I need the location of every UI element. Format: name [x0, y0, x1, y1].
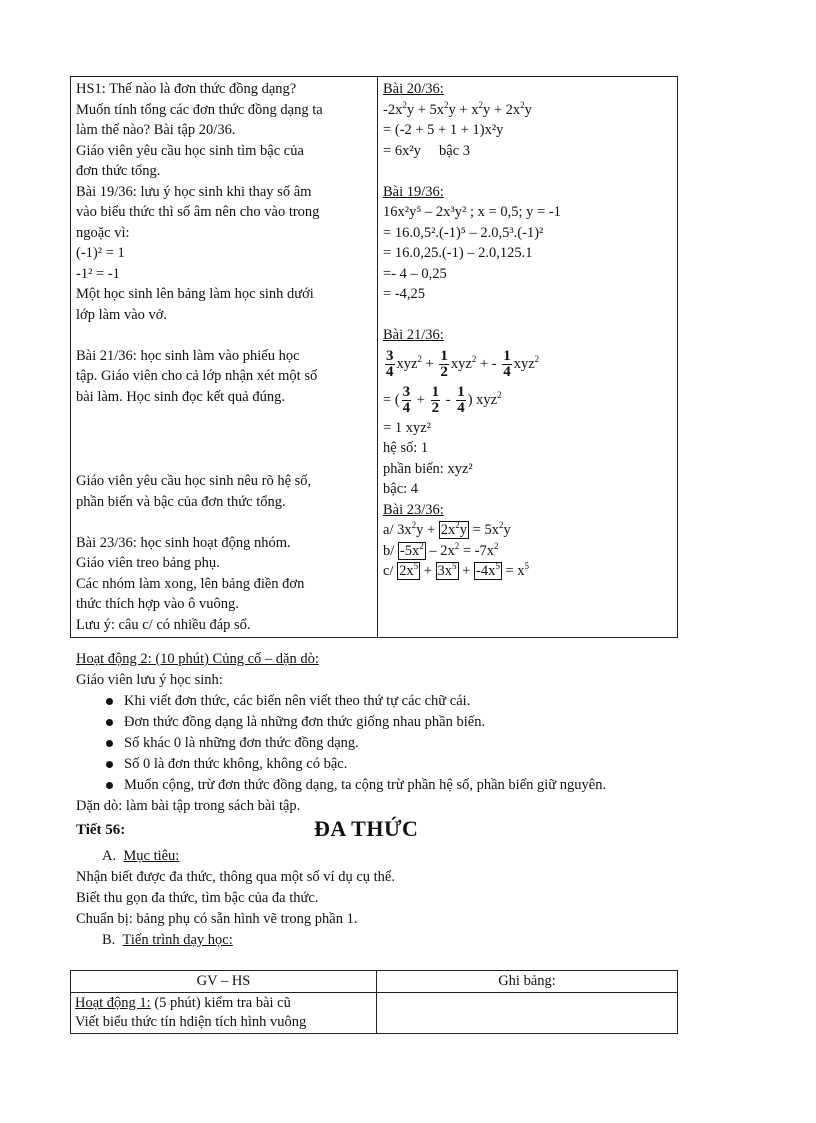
text-line: Bài 19/36: lưu ý học sinh khi thay số âm	[76, 183, 312, 200]
header-gv-hs: GV – HS	[71, 971, 377, 993]
list-item: Số 0 là đơn thức không, không có bậc.	[76, 754, 736, 775]
notes-list	[76, 691, 736, 796]
text-line: Lưu ý: câu c/ có nhiều đáp số.	[76, 616, 251, 633]
list-item: Muốn cộng, trừ đơn thức đồng dạng, ta cộng trừ phần hệ số, phần biến giữ nguyên.	[76, 775, 736, 796]
b21-title: Bài 21/36:	[383, 327, 444, 343]
text-line: Giáo viên yêu cầu học sinh tìm bậc của	[76, 142, 304, 159]
text-line: Biết thu gọn đa thức, tìm bậc của đa thức.	[76, 890, 319, 906]
text-line: Bài 21/36: học sinh làm vào phiếu học	[76, 347, 300, 364]
b23-a: a/ $3x^2y + 2x^2y = 5x^2y$	[383, 520, 511, 538]
left-column	[71, 77, 378, 638]
text-line: đơn thức tổng.	[76, 163, 161, 179]
b19-title: Bài 19/36:	[383, 183, 444, 200]
text-line: HS1: Thế nào là đơn thức đồng dạng?	[76, 81, 297, 97]
b19-line3: = 16.0,25.(-1) – 2.0,125.1	[383, 245, 533, 261]
text-line: tập. Giáo viên cho cả lớp nhận xét một số	[76, 368, 318, 384]
text-line: Nhận biết được đa thức, thông qua một số ví dụ cụ thể.	[76, 869, 395, 885]
b23-b: b/ $-5x^2 - 2x^2 = -7x^2$	[383, 540, 499, 559]
b21-heso: hệ số: 1	[383, 440, 429, 456]
text-line: vào biểu thức thì số âm nên cho vào trong	[76, 204, 320, 220]
b20-line1: $-2x^2y + 5x^2y + x^2y + 2x^2y$	[383, 99, 532, 118]
b21-result: = 1 xyz²	[383, 419, 431, 436]
b21-line2: = ( $\frac{3}{4}$ + $\frac{1}{2}$ - $\frac{1}{4}$ ) xyz$^2$	[383, 383, 502, 416]
text-line: Bài 23/36: học sinh hoạt động nhóm.	[76, 534, 291, 551]
lesson-title: ĐA THỨC	[314, 816, 419, 841]
text-line: làm thế nào? Bài tập 20/36.	[76, 122, 236, 138]
text-line: phần biến và bậc của đơn thức tổng.	[76, 493, 286, 510]
text-line: Các nhóm làm xong, lên bảng điền đơn	[76, 575, 305, 592]
activity-1-line2: Viết biểu thức tín hdiện tích hình vuông	[75, 1014, 307, 1030]
text-line: Một học sinh lên bảng làm học sinh dưới	[76, 286, 314, 302]
objectives	[76, 846, 736, 951]
activity-2-intro: Giáo viên lưu ý học sinh:	[76, 672, 223, 688]
empty-cell	[377, 993, 678, 1034]
lesson-table	[70, 76, 678, 638]
right-column	[378, 77, 678, 638]
list-item: Số khác 0 là những đơn thức đồng dạng.	[76, 733, 736, 754]
text-line: Chuẩn bị: bảng phụ có sẵn hình vẽ trong phần 1.	[76, 911, 358, 927]
b21-bac: bậc: 4	[383, 481, 419, 497]
b23-title: Bài 23/36:	[383, 501, 444, 518]
lesson-header	[76, 818, 676, 846]
text-line: Muốn tính tổng các đơn thức đồng dạng ta	[76, 101, 323, 118]
text-line: Giáo viên yêu cầu học sinh nêu rõ hệ số,	[76, 473, 312, 489]
b23-c: c/ $2x^5 + 3x^5 + -4x^5 = x^5$	[383, 561, 530, 579]
text-line: ngoặc vì:	[76, 224, 130, 241]
activity-2-title: Hoạt động 2: (10 phút) Củng cố – dặn dò:	[76, 651, 319, 667]
section-b-heading: B. Tiến trình dạy học:	[102, 932, 233, 948]
text-line: thức thích hợp vào ô vuông.	[76, 596, 239, 612]
text-line: -1² = -1	[76, 265, 120, 282]
activity-2	[76, 649, 736, 817]
list-item: Đơn thức đồng dạng là những đơn thức giống nhau phần biến.	[76, 712, 736, 733]
activity-1-cell	[71, 993, 377, 1034]
b19-line5: = -4,25	[383, 286, 426, 302]
b20-line3: = 6x²y bậc 3	[383, 142, 471, 159]
homework-note: Dặn dò: làm bài tập trong sách bài tập.	[76, 798, 301, 814]
text-line: Giáo viên treo bảng phụ.	[76, 555, 220, 571]
b21-phanbien: phần biến: xyz²	[383, 460, 473, 477]
header-ghi-bang: Ghi bảng:	[377, 971, 678, 993]
b20-line2: = (-2 + 5 + 1 + 1)x²y	[383, 122, 504, 138]
b19-line2: = 16.0,5².(-1)⁵ – 2.0,5³.(-1)²	[383, 224, 544, 241]
process-table	[70, 970, 678, 1034]
activity-1-title: Hoạt động 1: (5 phút) kiểm tra bài cũ	[75, 995, 291, 1011]
lesson-number: Tiết 56:	[76, 822, 126, 838]
b19-line4: =- 4 – 0,25	[383, 265, 447, 282]
b19-line1: 16x²y⁵ – 2x³y² ; x = 0,5; y = -1	[383, 204, 561, 220]
section-a-heading: A. Mục tiêu:	[102, 848, 180, 864]
text-line: (-1)² = 1	[76, 245, 125, 261]
b21-line1: $\frac{3}{4}$ xyz$^2$ + $\frac{1}{2}$ xyz$^2$ + - $\frac{1}{4}$ xyz$^2$	[386, 347, 540, 380]
text-line: bài làm. Học sinh đọc kết quả đúng.	[76, 388, 285, 405]
list-item: Khi viết đơn thức, các biến nên viết theo thứ tự các chữ cái.	[76, 691, 736, 712]
b20-title: Bài 20/36:	[383, 81, 444, 97]
text-line: lớp làm vào vở.	[76, 306, 168, 323]
